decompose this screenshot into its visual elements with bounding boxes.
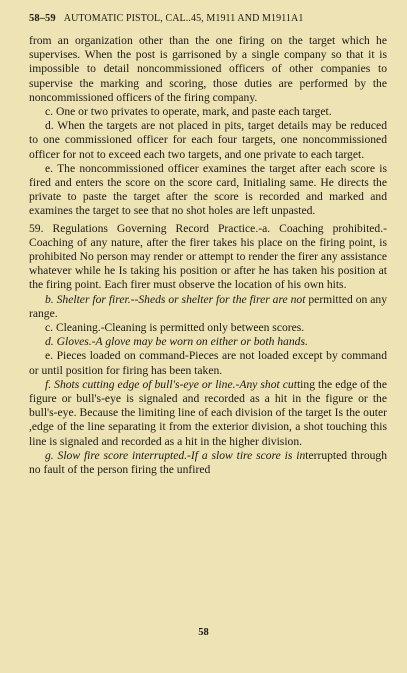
running-header (29, 13, 387, 24)
section-59-regulations: 59. Regulations Governing Record Practice.-a. Coaching prohibited.-Coaching of any nature, after the firer takes his place on the firing point, is prohibited No person may render or attempt to render the firer any assistance whatever while he Is taking his position or after he has taken his position at the firing point. Each firer must observe the location of his own hits. (29, 221, 387, 292)
paragraph-c-cleaning: c. Cleaning.-Cleaning is permitted only between scores. (45, 321, 305, 335)
paragraph-f-text: ting the edge of the figure or bull's-eye is signaled and recorded as a hit in the figure or the bull's-eye. Because the limiting line of each division of the target Is the outer ,edge of the line separating it from the exterior division, a shot touching this line is signaled and recorded as a hit in the higher division. (29, 377, 387, 448)
paragraph-f-italic: f. Shots cutting edge of bull's-eye or line.-Any shot cut (45, 377, 297, 391)
header-title: AUTOMATIC PISTOL, CAL..45, M1911 AND M1911A1 (63, 13, 304, 24)
paragraph-f-shots-cutting (29, 378, 387, 449)
paragraph-g-text: terrupted through no fault of the person firing the unfired (29, 448, 388, 477)
paragraph-b-text: permitted on any range. (29, 292, 387, 320)
page-number: 58 (198, 627, 209, 638)
paragraph-d-gloves (29, 335, 387, 349)
paragraph-g-slow-fire (29, 449, 387, 477)
paragraph-c-privates: c. One or two privates to operate, mark, and paste each target. (45, 105, 332, 119)
paragraph-b-italic: b. Shelter for firer.--Sheds or shelter for the firer are not (45, 292, 306, 306)
body-text (29, 34, 387, 477)
paragraph-e-pieces-loaded: e. Pieces loaded on command-Pieces are not loaded except by command or until position for firing has been taken. (29, 349, 387, 377)
paragraph-e-nco-examines: e. The noncommissioned officer examines the target after each score is fired and enters the score on the score card, Initialing same. He directs the private to paste the target after the score is recorded and marked and examines the target to see that no shot holes are left unpasted. (29, 161, 387, 218)
paragraph-d-italic: d. Gloves.-A glove may be worn on either or both hands. (45, 335, 308, 349)
paragraph-g-italic: g. Slow fire score interrupted.-If a slow tire score is in (45, 448, 306, 462)
header-folio: 58–59 (29, 13, 56, 24)
paragraph-b-shelter (29, 293, 387, 321)
paragraph-d-target-details: d. When the targets are not placed in pits, target details may be reduced to one commissioned officer for each four targets, one noncommissioned officer for not to exceed each two targets, and one private to each target. (29, 119, 387, 161)
paragraph-continuation: from an organization other than the one firing on the target which he supervises. When the post is garrisoned by a single company so that it is impossible to detail noncommissioned officers of other companies to supervise the marking and scoring, those duties are performed by the noncommissioned officers of the firing company. (29, 34, 387, 104)
